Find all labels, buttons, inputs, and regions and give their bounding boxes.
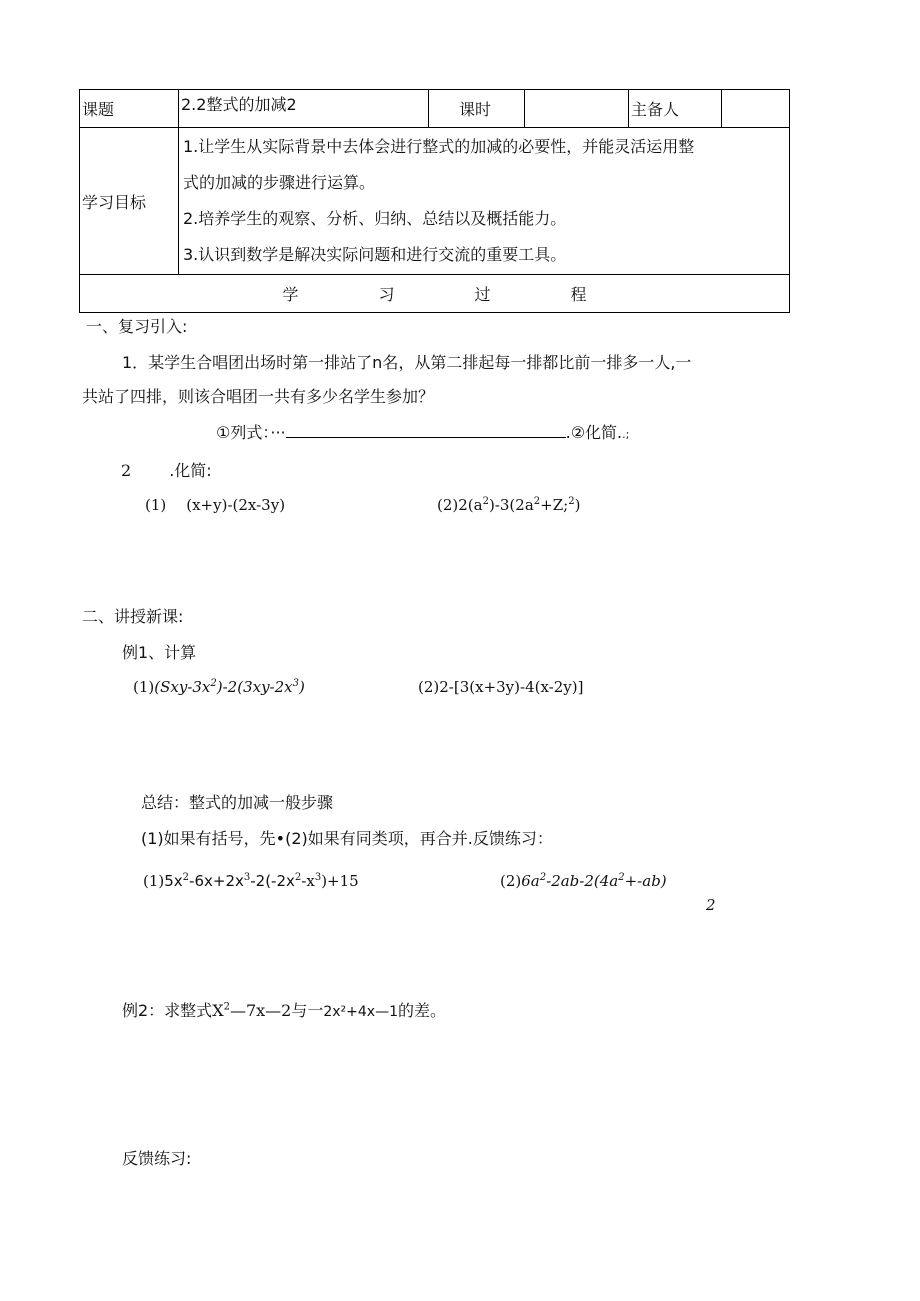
q1-line1: 1．某学生合唱团出场时第一排站了n名，从第二排起每一排都比前一排多一人,一 bbox=[122, 353, 692, 372]
sup-3: 3 bbox=[314, 872, 322, 883]
q2-label: .化简: bbox=[169, 461, 212, 480]
ex1-item2-num: (2) bbox=[418, 678, 440, 696]
q2-item1-expr: (x+y)-(2x-3y) bbox=[186, 496, 286, 514]
fb1-num: (1) bbox=[143, 872, 165, 890]
fb2-num: (2) bbox=[500, 872, 522, 890]
goal-line-3: 2.培养学生的观察、分析、归纳、总结以及概括能力。 bbox=[183, 209, 567, 228]
preparer-value bbox=[722, 90, 790, 128]
preparer-label: 主备人 bbox=[629, 90, 722, 128]
fb2-b: -2ab-2(4a bbox=[546, 872, 619, 890]
ex2-d: 的差。 bbox=[397, 1001, 446, 1020]
process-char-4: 程 bbox=[570, 285, 587, 304]
q2-item1-num: (1) bbox=[145, 496, 167, 514]
q2-item2-expr-d: ) bbox=[574, 496, 581, 514]
period-value bbox=[525, 90, 629, 128]
fb1-a: 5x bbox=[164, 872, 183, 890]
fb1-e: )+15 bbox=[321, 872, 359, 890]
sup-2: 2 bbox=[182, 872, 190, 883]
q2-item2 bbox=[437, 496, 580, 514]
step2-tail: .; bbox=[622, 428, 630, 441]
ex1-item1-b: )-2(3xy-2x bbox=[216, 678, 293, 696]
feedback-title: 反馈练习: bbox=[122, 1149, 192, 1168]
sup-2: 2 bbox=[568, 496, 575, 507]
feedback-item2 bbox=[500, 872, 667, 890]
q2-item2-num: (2) bbox=[437, 496, 459, 514]
sup-2: 2 bbox=[482, 496, 489, 507]
sup-3: 3 bbox=[292, 678, 300, 689]
lesson-header-table bbox=[79, 89, 790, 313]
process-heading bbox=[80, 275, 790, 313]
process-char-3: 过 bbox=[474, 285, 491, 304]
sup-2: 2 bbox=[618, 872, 625, 883]
answer-underline bbox=[286, 423, 566, 438]
example1-title: 例1、计算 bbox=[122, 643, 197, 662]
goal-line-4: 3.认识到数学是解决实际问题和进行交流的重要工具。 bbox=[183, 245, 567, 264]
section2-title: 二、讲授新课: bbox=[82, 607, 184, 626]
fb2-denominator: 2 bbox=[706, 896, 716, 914]
example1-item1 bbox=[133, 678, 305, 696]
q2-item2-expr-b: )-3(2a bbox=[488, 496, 534, 514]
header-row-info bbox=[80, 90, 790, 128]
example1-item2 bbox=[418, 678, 583, 696]
summary-title: 总结：整式的加减一般步骤 bbox=[141, 793, 334, 812]
q2-heading bbox=[121, 458, 212, 481]
step1-label: ①列式： bbox=[216, 423, 271, 442]
section1-title: 一、复习引入: bbox=[86, 317, 188, 336]
fb2-a: 6a bbox=[521, 872, 540, 890]
step2-label: .②化简. bbox=[565, 423, 623, 442]
q2-item1 bbox=[145, 496, 285, 514]
summary-steps: (1)如果有括号，先•(2)如果有同类项，再合并.反馈练习： bbox=[141, 829, 553, 848]
period-label: 课时 bbox=[429, 90, 525, 128]
q1-line2: 共站了四排，则该合唱团一共有多少名学生参加？ bbox=[82, 387, 435, 406]
ex1-item1-num: (1) bbox=[133, 678, 155, 696]
example2 bbox=[122, 998, 446, 1021]
q1-steps bbox=[216, 420, 629, 443]
goal-line-1: 1.让学生从实际背景中去体会进行整式的加减的必要性，并能灵活运用整 bbox=[183, 137, 695, 156]
goal-line-2: 式的加减的步骤进行运算。 bbox=[183, 173, 376, 192]
ex2-prefix: 例2：求整式 bbox=[122, 1001, 213, 1020]
ex1-item1-c: ) bbox=[299, 678, 305, 696]
q2-item2-expr-c: +Z; bbox=[540, 496, 569, 514]
ex1-item2-expr: 2-[3(x+3y)-4(x-2y)] bbox=[439, 678, 584, 696]
fb1-d: -x bbox=[301, 872, 315, 890]
process-char-2: 习 bbox=[378, 285, 395, 304]
course-label: 课题 bbox=[80, 90, 179, 128]
sup-2: 2 bbox=[294, 872, 302, 883]
sup-2: 2 bbox=[223, 1001, 230, 1013]
q2-number: 2 bbox=[121, 461, 132, 480]
ex2-b: —7x—2与一 bbox=[229, 1001, 324, 1020]
header-row-goals bbox=[80, 128, 790, 275]
fb1-c: -2(-2x bbox=[250, 872, 295, 890]
fb1-b: -6x+2x bbox=[189, 872, 244, 890]
sup-3: 3 bbox=[243, 872, 251, 883]
process-char-1: 学 bbox=[282, 285, 299, 304]
sup-2: 2 bbox=[210, 678, 217, 689]
course-value: 2.2整式的加减2 bbox=[179, 90, 429, 128]
ex2-c: 2x²+4x—1 bbox=[323, 1004, 398, 1020]
feedback-item1 bbox=[143, 872, 359, 890]
step1-dots: ··· bbox=[270, 423, 286, 442]
ex2-a: X bbox=[212, 1001, 224, 1020]
goals-label: 学习目标 bbox=[80, 128, 179, 275]
goals-content bbox=[179, 128, 790, 275]
sup-2: 2 bbox=[539, 872, 547, 883]
q2-item2-expr-a: 2(a bbox=[458, 496, 483, 514]
sup-2: 2 bbox=[533, 496, 541, 507]
header-row-process bbox=[80, 275, 790, 313]
fb2-c: +-ab) bbox=[624, 872, 667, 890]
ex1-item1-a: (Sxy-3x bbox=[154, 678, 211, 696]
